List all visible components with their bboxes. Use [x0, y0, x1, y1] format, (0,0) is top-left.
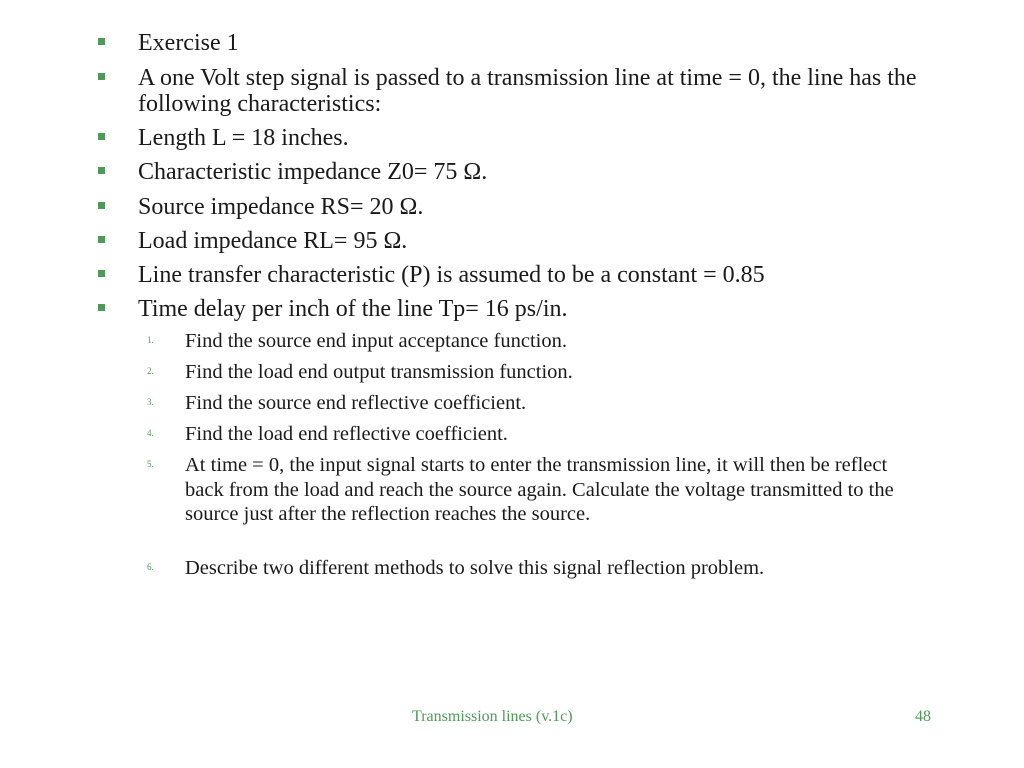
question-number: 4.: [147, 428, 154, 438]
bullet-source-impedance: [138, 194, 938, 220]
bullet-time-delay: [138, 296, 938, 322]
question-number: 3.: [147, 397, 154, 407]
question-number: 5.: [147, 459, 154, 469]
bullet-text: Line transfer characteristic (P) is assumed to be a constant = 0.85: [138, 262, 765, 288]
question-text: Find the source end input acceptance function.: [185, 330, 567, 352]
question-5: [147, 453, 930, 527]
bullet-text: Length L = 18 inches.: [138, 125, 349, 151]
page-number: 48: [915, 708, 931, 725]
question-2: [147, 360, 930, 385]
bullet-text: Source impedance RS= 20 Ω.: [138, 194, 424, 220]
bullet-text: Characteristic impedance Z0= 75 Ω.: [138, 159, 488, 185]
square-bullet-icon: [98, 167, 105, 174]
question-1: [147, 329, 930, 354]
bullet-characteristic-impedance: [138, 159, 938, 185]
bullet-exercise-title: [138, 30, 938, 56]
square-bullet-icon: [98, 38, 105, 45]
bullet-text: Load impedance RL= 95 Ω.: [138, 228, 408, 254]
question-number: 1.: [147, 335, 154, 345]
question-text: Find the load end reflective coefficient.: [185, 423, 508, 445]
question-text: Find the source end reflective coefficient.: [185, 392, 527, 414]
square-bullet-icon: [98, 202, 105, 209]
bullet-problem-statement: [138, 65, 938, 117]
bullet-text: Time delay per inch of the line Tp= 16 ps/in.: [138, 296, 568, 322]
question-4: [147, 422, 930, 447]
bullet-text: Exercise 1: [138, 30, 239, 56]
question-3: [147, 391, 930, 416]
question-number: 2.: [147, 366, 154, 376]
square-bullet-icon: [98, 133, 105, 140]
bullet-line-transfer: [138, 262, 938, 288]
bullet-length: [138, 125, 938, 151]
question-text: Describe two different methods to solve this signal reflection problem.: [185, 557, 765, 579]
bullet-load-impedance: [138, 228, 938, 254]
footer-title: Transmission lines (v.1c): [412, 708, 573, 725]
question-text: At time = 0, the input signal starts to enter the transmission line, it will then be reflect back from the load and reach the source again. Calculate the voltage transmitted to the source just after the reflection reaches the source.: [185, 454, 894, 525]
bullet-text: A one Volt step signal is passed to a transmission line at time = 0, the line has the following characteristics:: [138, 65, 917, 117]
question-6: [147, 556, 930, 581]
question-number: 6.: [147, 562, 154, 572]
question-text: Find the load end output transmission function.: [185, 361, 573, 383]
square-bullet-icon: [98, 304, 105, 311]
square-bullet-icon: [98, 73, 105, 80]
square-bullet-icon: [98, 236, 105, 243]
square-bullet-icon: [98, 270, 105, 277]
